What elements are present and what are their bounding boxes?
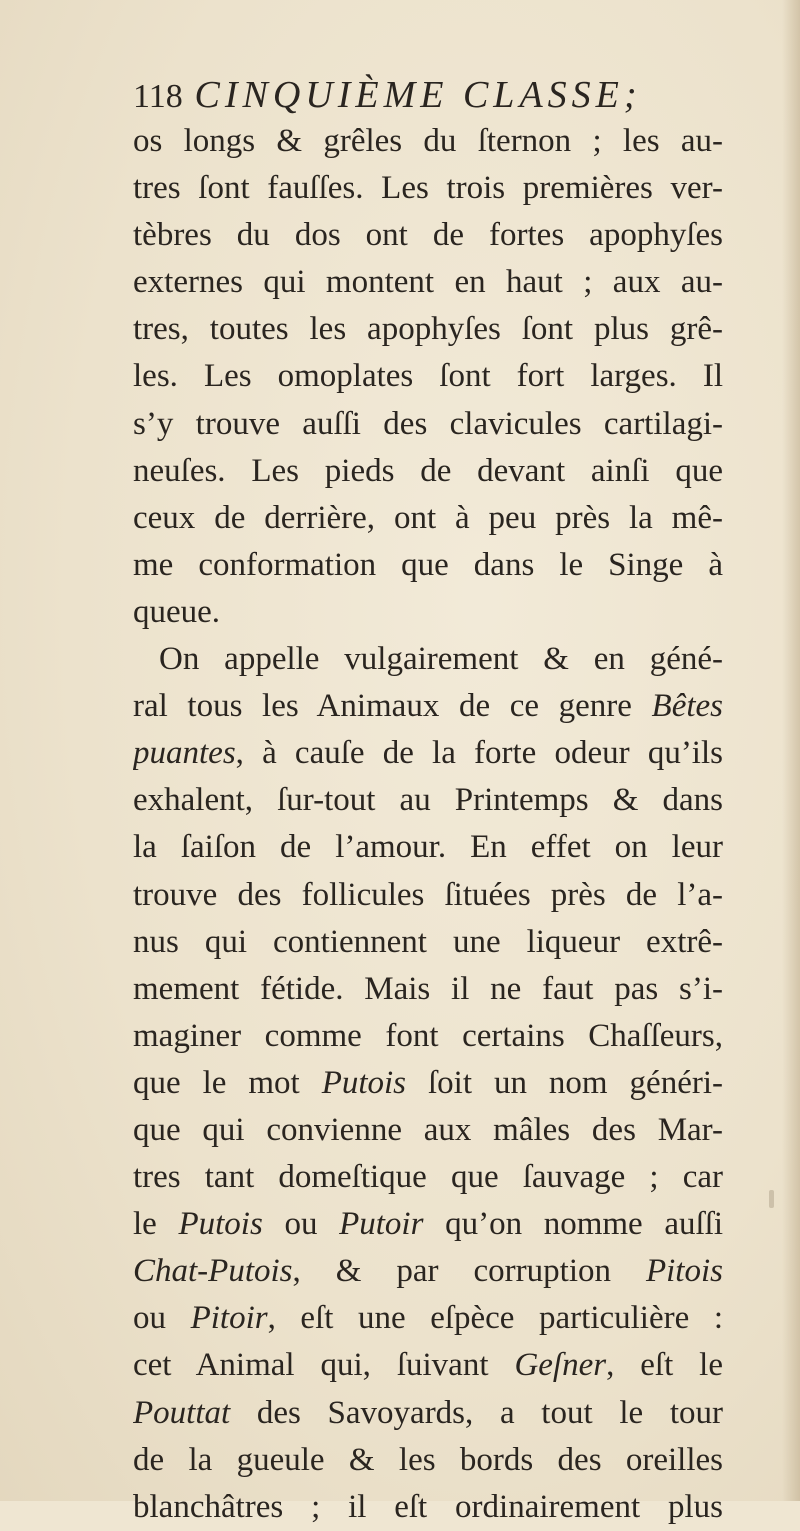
page-header [133,70,653,120]
text-line: cet Animal qui, ſuivant Geſner, eſt le [133,1347,723,1384]
body-text [133,118,723,1531]
italic-term: Pouttat [133,1394,231,1431]
text-line: ral tous les Animaux de ce genre Bêtes [133,688,723,725]
italic-term: Putoir [339,1206,424,1243]
text-line: nus qui contiennent une liqueur extrê- [133,923,723,960]
italic-term: Putois [321,1064,407,1101]
text-line: tèbres du dos ont de fortes apophyſes [133,217,723,254]
text-line: queue. [133,593,221,630]
text-line: ou Pitoir, eſt une eſpèce particulière : [133,1300,723,1337]
text-line: blanchâtres ; il eſt ordinairement plus [133,1488,723,1525]
italic-term: Geſner [514,1347,607,1384]
text-line: exhalent, ſur-tout au Printemps & dans [133,782,723,819]
italic-term: Bêtes [651,688,723,725]
paper-blemish [769,1190,774,1208]
text-line: neuſes. Les pieds de devant ainſi que [133,452,723,489]
paragraph-first-line: On appelle vulgairement & en géné- [159,641,723,678]
text-line: tres tant domeſtique que ſauvage ; car [133,1159,723,1196]
text-line: ceux de derrière, ont à peu près la mê- [133,499,723,536]
page-edge-shadow [782,0,800,1501]
text-line: Pouttat des Savoyards, a tout le tour [133,1394,723,1431]
text-line: le Putois ou Putoir qu’on nomme auſſi [133,1206,723,1243]
text-line: les. Les omoplates ſont fort larges. Il [133,358,723,395]
italic-term: Putois [178,1206,263,1243]
italic-term: Pitois [645,1253,723,1290]
text-line: tres ſont fauſſes. Les trois premières ver- [133,170,723,207]
text-line: puantes, à cauſe de la forte odeur qu’ils [133,735,723,772]
text-line: Chat-Putois, & par corruption Pitois [133,1253,723,1290]
running-head: CINQUIÈME CLASSE; [194,74,642,116]
text-line: s’y trouve auſſi des clavicules cartilagi- [133,405,723,442]
italic-term: Chat-Putois [133,1253,293,1290]
text-line: tres, toutes les apophyſes ſont plus grê- [133,311,723,348]
text-line: externes qui montent en haut ; aux au- [133,264,723,301]
text-line: la ſaiſon de l’amour. En effet on leur [133,829,723,866]
page-number: 118 [133,78,183,115]
text-line: que le mot Putois ſoit un nom généri- [133,1064,723,1101]
italic-term: Pitoir [190,1300,268,1337]
text-line: trouve des follicules ſituées près de l’a- [133,876,723,913]
text-line: de la gueule & les bords des oreilles [133,1441,723,1478]
text-line: mement fétide. Mais il ne faut pas s’i- [133,970,723,1007]
italic-term: puantes [133,735,236,772]
text-line: os longs & grêles du ſternon ; les au- [133,123,723,159]
text-line: me conformation que dans le Singe à [133,546,723,583]
text-line: que qui convienne aux mâles des Mar- [133,1111,723,1148]
text-line: maginer comme font certains Chaſſeurs, [133,1017,723,1054]
